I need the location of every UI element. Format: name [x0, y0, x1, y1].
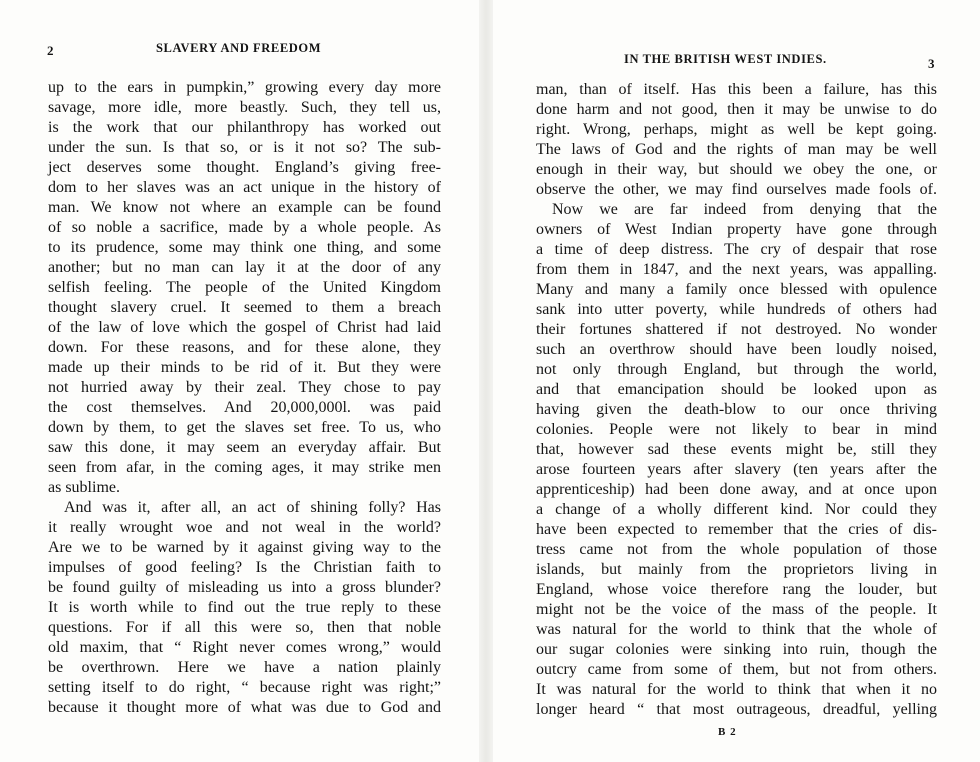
running-head: IN THE BRITISH WEST INDIES. [624, 52, 827, 66]
text-line: ject deserves some thought. England’s giving free- [48, 159, 441, 176]
text-line: saw this done, it may seem an everyday affair. But [48, 439, 441, 456]
text-line: Now we are far indeed from denying that the [552, 201, 937, 218]
text-line: not hurried away by their zeal. They chose to pay [48, 379, 441, 396]
page-number: 3 [928, 56, 935, 71]
text-line: observe the other, we may find ourselves made fools of. [536, 181, 937, 198]
text-line: old maxim, that “ Right never comes wrong,” would [48, 639, 441, 656]
text-line: enough in their way, but should we obey the one, or [536, 161, 937, 178]
text-line: to its prudence, some may think one thing, and some [48, 239, 441, 256]
text-line: And was it, after all, an act of shining folly? Has [64, 499, 441, 516]
text-line: not only through England, but through the world, [536, 361, 937, 378]
text-line: such an overthrow should have been loudly noised, [536, 341, 937, 358]
text-line: from them in 1847, and the next years, was appalling. [536, 261, 937, 278]
text-line: their fortunes shattered if not destroyed. No wonder [536, 321, 937, 338]
text-line: our sugar colonies were sinking into ruin, though the [536, 641, 937, 658]
text-line: the cost themselves. And 20,000,000l. was paid [48, 399, 441, 416]
text-line: It is worth while to find out the true reply to these [48, 599, 441, 616]
text-line: England, whose voice therefore rang the louder, but [536, 581, 937, 598]
text-line: outcry came from some of them, but not from others. [536, 661, 937, 678]
text-line: longer heard “ that most outrageous, dreadful, yelling [536, 701, 937, 718]
text-line: thought slavery cruel. It seemed to them a breach [48, 299, 441, 316]
text-line: sank into utter poverty, while hundreds of others had [536, 301, 937, 318]
text-line: questions. For if all this were so, then that noble [48, 619, 441, 636]
text-line: right. Wrong, perhaps, might as well be kept going. [536, 121, 937, 138]
text-line: of so noble a sacrifice, made by a whole people. As [48, 219, 441, 236]
text-line: colonies. People were not likely to bear in mind [536, 421, 937, 438]
left-page [0, 0, 480, 762]
text-line: tress came not from the whole population of those [536, 541, 937, 558]
text-line: It was natural for the world to think that when it no [536, 681, 937, 698]
text-line: have been expected to remember that the cries of dis- [536, 521, 937, 538]
text-line: selfish feeling. The people of the United Kingdom [48, 279, 441, 296]
text-line: savage, more idle, more beastly. Such, they tell us, [48, 99, 441, 116]
text-line: that, however sad these events might be, still they [536, 441, 937, 458]
text-line: man. We know not where an example can be found [48, 199, 441, 216]
right-page [490, 0, 980, 762]
text-line: because it thought more of what was due to God and [48, 699, 441, 716]
text-line: is the work that our philanthropy has worked out [48, 119, 441, 136]
page-number: 2 [47, 43, 54, 58]
text-line: might not be the voice of the mass of the people. It [536, 601, 937, 618]
text-line: as sublime. [48, 479, 120, 496]
signature-mark: B 2 [718, 726, 737, 738]
text-line: having given the death-blow to our once thriving [536, 401, 937, 418]
text-line: owners of West Indian property have gone through [536, 221, 937, 238]
text-line: a change of a wholly different kind. Nor could they [536, 501, 937, 518]
text-line: arose fourteen years after slavery (ten years after the [536, 461, 937, 478]
text-line: a time of deep distress. The cry of despair that rose [536, 241, 937, 258]
text-line: be found guilty of misleading us into a gross blunder? [48, 579, 441, 596]
text-line: The laws of God and the rights of man may be well [536, 141, 937, 158]
text-line: islands, but mainly from the proprietors living in [536, 561, 937, 578]
text-line: setting itself to do right, “ because right was right;” [48, 679, 441, 696]
text-line: it really wrought woe and not weal in the world? [48, 519, 441, 536]
text-line: of the law of love which the gospel of Christ had laid [48, 319, 441, 336]
text-line: was natural for the world to think that the whole of [536, 621, 937, 638]
text-line: down. For these reasons, and for these alone, they [48, 339, 441, 356]
text-line: made up their minds to be rid of it. But they were [48, 359, 441, 376]
text-line: another; but no man can lay it at the door of any [48, 259, 441, 276]
text-line: man, than of itself. Has this been a failure, has this [536, 81, 937, 98]
text-line: under the sun. Is that so, or is it not so? The sub- [48, 139, 441, 156]
text-line: dom to her slaves was an act unique in the history of [48, 179, 441, 196]
text-line: impulses of good feeling? Is the Christian faith to [48, 559, 441, 576]
running-head: SLAVERY AND FREEDOM [156, 41, 322, 55]
text-line: done harm and not good, then it may be unwise to do [536, 101, 937, 118]
text-line: seen from afar, in the coming ages, it may strike men [48, 459, 441, 476]
text-line: Are we to be warned by it against giving way to the [48, 539, 441, 556]
text-line: apprenticeship) had been done away, and at once upon [536, 481, 937, 498]
text-line: be overthrown. Here we have a nation plainly [48, 659, 441, 676]
text-line: Many and many a family once blessed with opulence [536, 281, 937, 298]
text-line: and that emancipation should be looked upon as [536, 381, 937, 398]
text-line: up to the ears in pumpkin,” growing every day more [48, 79, 441, 96]
text-line: down by them, to get the slaves set free. To us, who [48, 419, 441, 436]
